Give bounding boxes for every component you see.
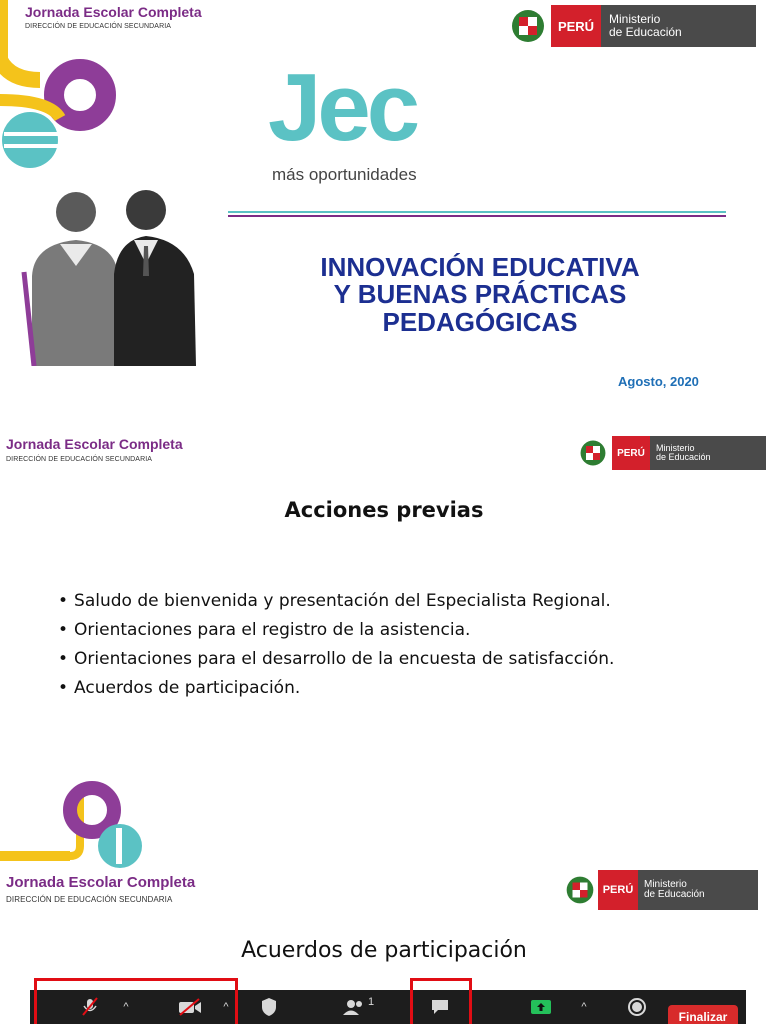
participants-button[interactable] (336, 990, 380, 1024)
students-photo (14, 186, 200, 366)
shield-icon (260, 997, 278, 1017)
ministry-logo (505, 5, 756, 47)
ministry-name (638, 870, 758, 910)
ministry-line2: de Educación (644, 889, 705, 900)
ministry-line1: Ministerio (609, 12, 661, 27)
title-divider (228, 211, 726, 213)
ministry-name (601, 5, 756, 47)
chevron-up-icon[interactable]: ^ (123, 1001, 129, 1013)
list-item: • Acuerdos de participación. (58, 677, 614, 700)
slide-heading: Acciones previas (284, 498, 484, 522)
security-button[interactable] (252, 990, 286, 1024)
ministry-logo (574, 436, 766, 470)
coat-of-arms-icon (562, 870, 598, 910)
peru-label: PERÚ (598, 870, 638, 910)
chevron-up-icon[interactable]: ^ (581, 1001, 587, 1013)
coat-of-arms-icon (505, 5, 551, 47)
peru-label: PERÚ (612, 436, 650, 470)
title-line-3: PEDAGÓGICAS (382, 306, 578, 337)
title-divider-2 (228, 215, 726, 217)
end-meeting-button[interactable]: Finalizar (668, 1005, 738, 1024)
ministry-logo (562, 870, 758, 910)
record-icon (627, 997, 647, 1017)
division-name: DIRECCIÓN DE EDUCACIÓN SECUNDARIA (25, 23, 172, 30)
participants-icon (342, 999, 366, 1015)
ministry-line2: de Educación (656, 452, 711, 462)
coat-of-arms-icon (574, 436, 612, 470)
share-screen-icon (530, 998, 552, 1016)
ministry-line2: de Educación (609, 25, 682, 39)
ministry-line1: Ministerio (656, 442, 695, 453)
list-item: • Orientaciones para el registro de la asistencia. (58, 619, 614, 642)
ministry-line1: Ministerio (644, 878, 687, 890)
jec-logo (268, 54, 417, 161)
highlight-mic-video (34, 978, 238, 1024)
actions-slide (0, 430, 768, 780)
program-name: Jornada Escolar Completa (25, 4, 202, 20)
chevron-up-icon[interactable]: ^ (223, 1001, 229, 1013)
jec-swirl-decoration (0, 780, 160, 870)
slide-heading: Acuerdos de participación (241, 938, 527, 963)
division-name: DIRECCIÓN DE EDUCACIÓN SECUNDARIA (6, 895, 173, 904)
list-item: • Orientaciones para el desarrollo de la encuesta de satisfacción. (58, 648, 614, 671)
actions-list (58, 590, 614, 706)
title-line-2: Y BUENAS PRÁCTICAS (333, 279, 627, 310)
program-name: Jornada Escolar Completa (6, 874, 196, 891)
highlight-chat (410, 978, 472, 1024)
jec-tagline: más oportunidades (272, 165, 417, 184)
jec-logo-text: Jec (268, 54, 417, 161)
presentation-title (260, 254, 700, 336)
list-item: • Saludo de bienvenida y presentación del Especialista Regional. (58, 590, 614, 613)
peru-label: PERÚ (551, 5, 601, 47)
participants-count: 1 (367, 996, 375, 1008)
record-button[interactable] (620, 990, 654, 1024)
presentation-date: Agosto, 2020 (618, 374, 699, 389)
division-name: DIRECCIÓN DE EDUCACIÓN SECUNDARIA (6, 456, 153, 463)
agreements-slide (0, 780, 768, 1024)
title-line-1: INNOVACIÓN EDUCATIVA (320, 252, 640, 282)
share-screen-button[interactable] (524, 990, 558, 1024)
cover-slide (0, 0, 768, 420)
program-name: Jornada Escolar Completa (6, 436, 183, 452)
ministry-name (650, 436, 766, 470)
